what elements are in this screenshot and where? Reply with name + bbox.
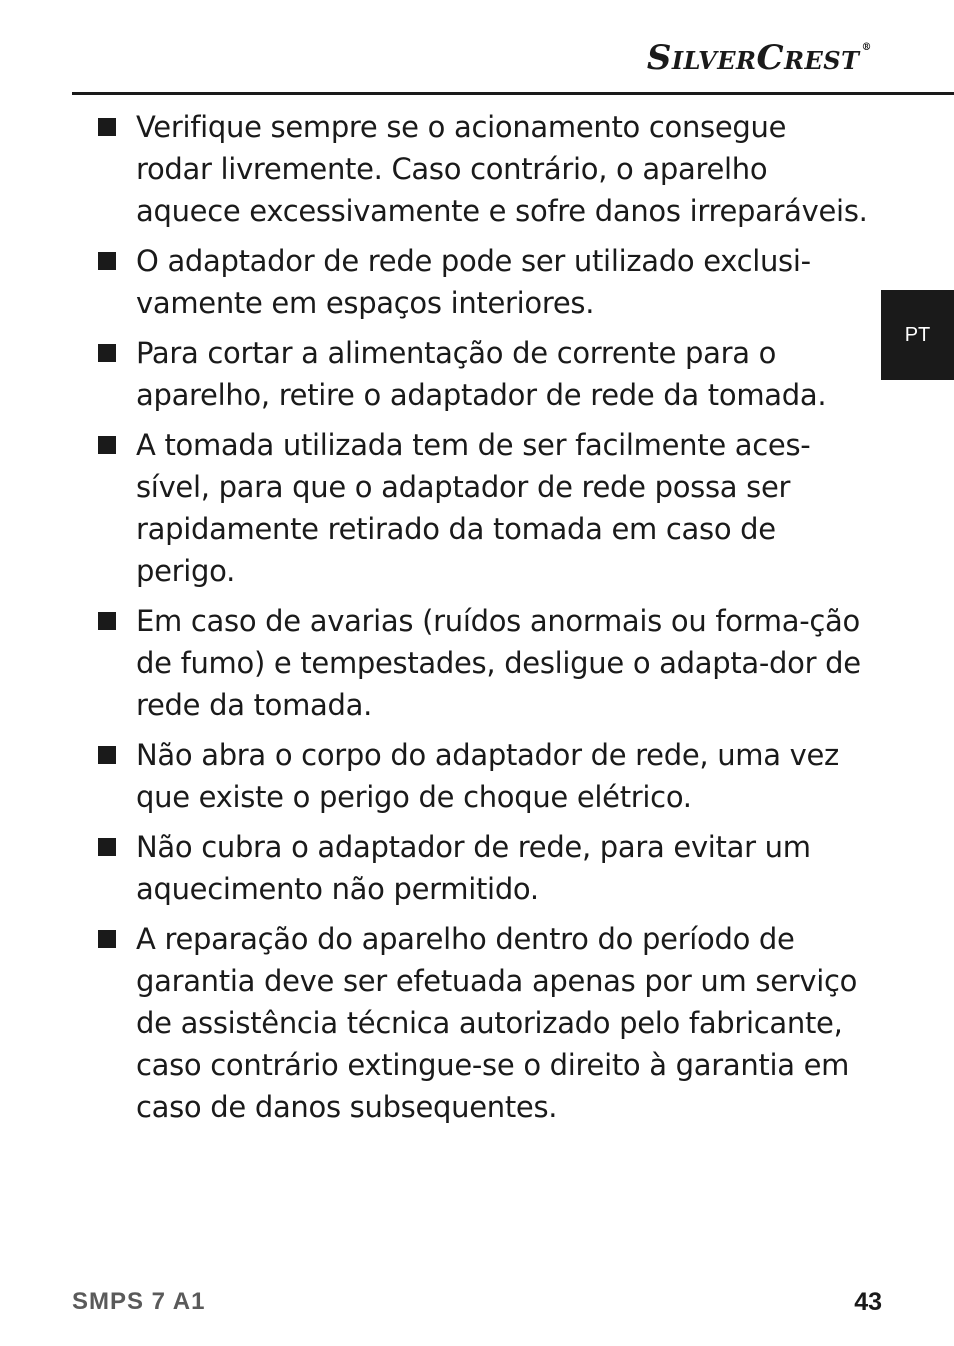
list-item: O adaptador de rede pode ser utilizado exclusi-vamente em espaços interiores.	[98, 240, 870, 324]
square-bullet-icon	[98, 838, 116, 856]
list-item: Em caso de avarias (ruídos anormais ou forma-ção de fumo) e tempestades, desligue o adapta-dor de rede da tomada.	[98, 600, 870, 726]
square-bullet-icon	[98, 436, 116, 454]
list-item: Não cubra o adaptador de rede, para evitar um aquecimento não permitido.	[98, 826, 870, 910]
registered-mark: ®	[861, 42, 872, 53]
list-item: Verifique sempre se o acionamento consegue rodar livremente. Caso contrário, o aparelho aquece excessivamente e sofre danos irreparáveis.	[98, 106, 870, 232]
header-divider	[72, 92, 954, 95]
list-item: A reparação do aparelho dentro do período de garantia deve ser efetuada apenas por um serviço de assistência técnica autorizado pelo fabricante, caso contrário extingue-se o direito à garantia em caso de danos subsequentes.	[98, 918, 870, 1128]
square-bullet-icon	[98, 930, 116, 948]
square-bullet-icon	[98, 118, 116, 136]
page-number: 43	[854, 1288, 882, 1316]
list-item: A tomada utilizada tem de ser facilmente aces-sível, para que o adaptador de rede possa ser rapidamente retirado da tomada em caso de perigo.	[98, 424, 870, 592]
language-tab	[881, 290, 954, 380]
square-bullet-icon	[98, 252, 116, 270]
model-number: SMPS 7 A1	[72, 1288, 206, 1315]
language-tab-label: PT	[904, 323, 931, 346]
silvercrest-logo: SILVERCREST ®	[646, 38, 872, 78]
list-item: Para cortar a alimentação de corrente para o aparelho, retire o adaptador de rede da tomada.	[98, 332, 870, 416]
safety-instructions-list	[98, 106, 870, 1136]
square-bullet-icon	[98, 612, 116, 630]
list-item: Não abra o corpo do adaptador de rede, uma vez que existe o perigo de choque elétrico.	[98, 734, 870, 818]
square-bullet-icon	[98, 746, 116, 764]
square-bullet-icon	[98, 344, 116, 362]
